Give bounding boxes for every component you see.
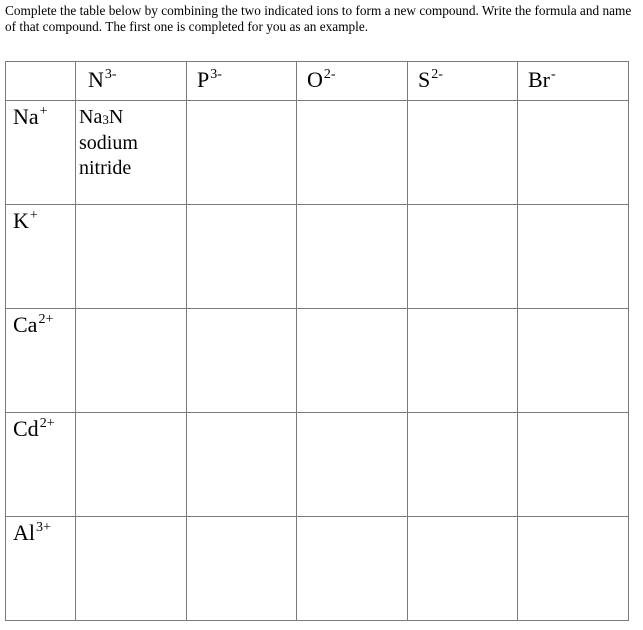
anion-symbol: S — [418, 67, 431, 92]
answer-cell[interactable] — [297, 517, 408, 621]
answer-cell[interactable] — [297, 205, 408, 309]
cation-charge: + — [39, 104, 48, 119]
cation-row — [6, 517, 629, 621]
anion-charge: 2- — [323, 67, 336, 82]
example-name-line: nitride — [79, 157, 132, 179]
anion-label — [408, 62, 443, 96]
answer-cell[interactable] — [408, 517, 518, 621]
cation-header-cell — [6, 517, 76, 621]
cation-symbol: K — [13, 208, 29, 233]
answer-cell[interactable] — [408, 101, 518, 205]
cation-row — [6, 205, 629, 309]
answer-cell[interactable] — [518, 413, 629, 517]
cation-header-cell — [6, 205, 76, 309]
anion-charge: 3- — [210, 67, 222, 82]
answer-cell[interactable] — [518, 205, 629, 309]
answer-cell[interactable] — [408, 413, 518, 517]
cation-label — [6, 309, 53, 341]
cation-symbol: Cd — [13, 416, 39, 441]
answer-cell[interactable] — [76, 309, 187, 413]
cation-charge: 3+ — [36, 520, 51, 535]
anion-label — [187, 62, 222, 96]
cation-label — [6, 517, 51, 549]
anion-symbol: O — [307, 67, 323, 92]
answer-cell[interactable] — [187, 413, 297, 517]
answer-cell[interactable] — [518, 517, 629, 621]
example-name-line: sodium — [79, 132, 138, 154]
answer-cell[interactable] — [187, 101, 297, 205]
cation-header-cell — [6, 101, 76, 205]
cation-label — [6, 413, 55, 445]
answer-cell[interactable] — [408, 309, 518, 413]
cation-symbol: Al — [13, 520, 35, 545]
anion-charge: - — [551, 67, 556, 82]
anion-charge: 3- — [104, 67, 117, 82]
anion-header-cell — [297, 62, 408, 101]
cation-row — [6, 101, 629, 205]
cation-charge: + — [29, 208, 38, 223]
instructions-text: Complete the table below by combining the two indicated ions to form a new compound. Write the formula and name of that compound. The first one is completed for you as an example. — [5, 3, 632, 34]
anion-header-row — [6, 62, 629, 101]
anion-header-cell — [408, 62, 518, 101]
anion-label — [297, 62, 336, 96]
cation-header-cell — [6, 413, 76, 517]
answer-cell[interactable] — [187, 517, 297, 621]
cation-header-cell — [6, 309, 76, 413]
answer-cell[interactable] — [297, 309, 408, 413]
anion-symbol: P — [197, 67, 210, 92]
cation-charge: 2+ — [39, 416, 55, 431]
cation-label — [6, 205, 38, 237]
anion-label — [76, 62, 117, 96]
anion-header-cell — [187, 62, 297, 101]
ion-combination-table — [5, 61, 629, 621]
cation-symbol: Na — [13, 104, 39, 129]
cation-symbol: Ca — [13, 312, 38, 337]
corner-cell — [6, 62, 76, 101]
answer-cell[interactable] — [187, 309, 297, 413]
cation-charge: 2+ — [38, 312, 54, 327]
example-answer-cell — [76, 101, 187, 205]
cation-row — [6, 413, 629, 517]
cation-row — [6, 309, 629, 413]
anion-header-cell — [76, 62, 187, 101]
answer-cell[interactable] — [297, 413, 408, 517]
answer-cell[interactable] — [518, 101, 629, 205]
answer-cell[interactable] — [187, 205, 297, 309]
answer-cell[interactable] — [76, 205, 187, 309]
example-formula: $Na_3N$ — [79, 106, 124, 128]
anion-label — [518, 62, 556, 96]
anion-symbol: Br — [528, 67, 550, 92]
answer-cell[interactable] — [408, 205, 518, 309]
anion-header-cell — [518, 62, 629, 101]
answer-cell[interactable] — [76, 413, 187, 517]
anion-charge: 2- — [431, 67, 443, 82]
anion-symbol: N — [88, 67, 104, 92]
cation-label — [6, 101, 48, 133]
answer-cell[interactable] — [76, 517, 187, 621]
answer-cell[interactable] — [297, 101, 408, 205]
answer-cell[interactable] — [518, 309, 629, 413]
example-answer — [76, 101, 186, 181]
